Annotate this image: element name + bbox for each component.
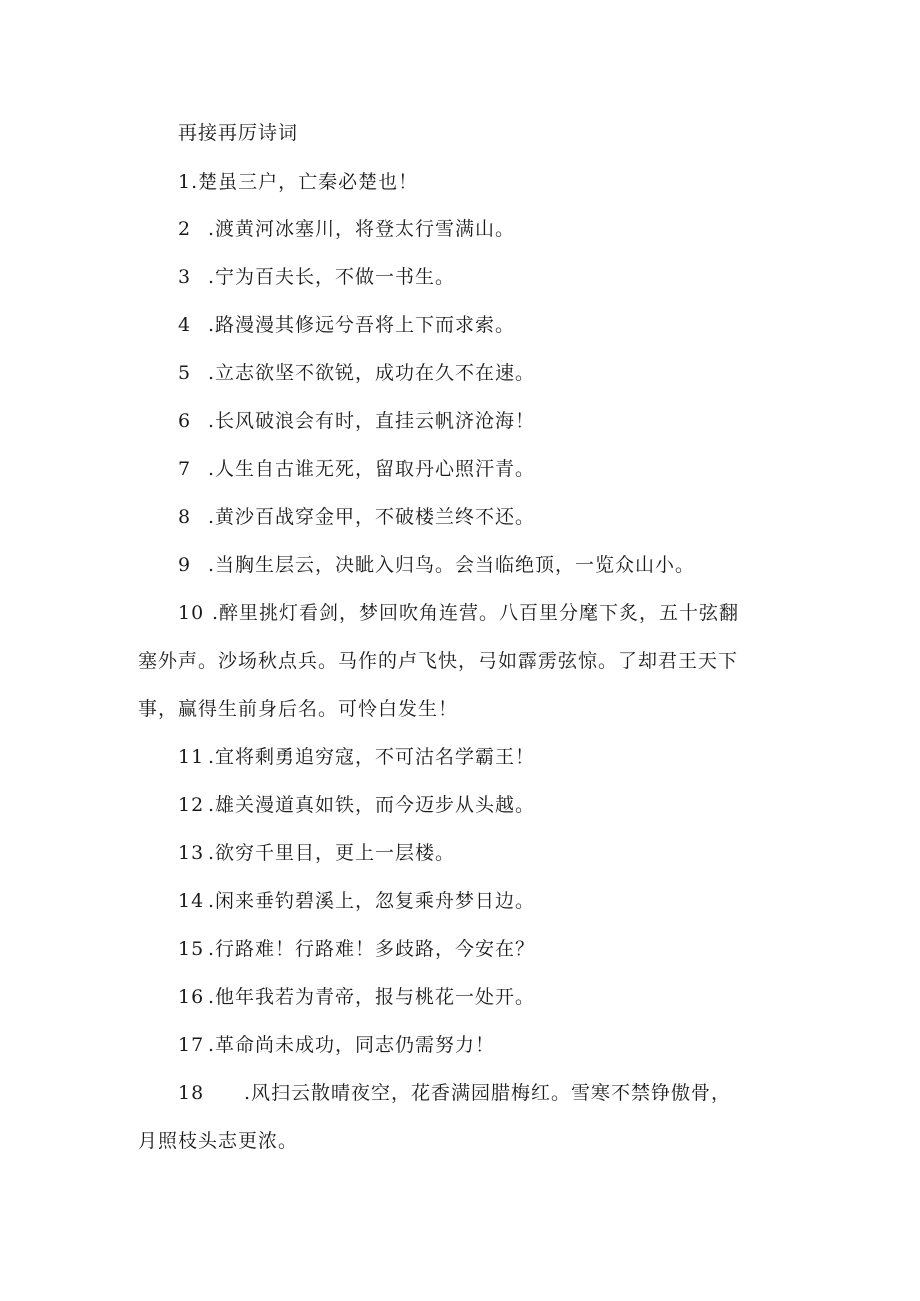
item-number: 2 [178, 218, 192, 240]
list-item [178, 793, 535, 817]
list-item [178, 409, 535, 433]
item-text: .他年我若为青帝，报与桃花一处开。 [208, 986, 536, 1008]
item-number: 14 [178, 890, 205, 912]
page-title: 再接再厉诗词 [178, 122, 299, 144]
item-number: 1. [178, 171, 199, 193]
list-item-continuation: 塞外声。沙场秋点兵。马作的卢飞快，弓如霹雳弦惊。了却君王天下 [138, 650, 739, 672]
list-item-continuation: 月照枝头志更浓。 [138, 1130, 299, 1152]
list-item [178, 937, 535, 961]
item-number: 12 [178, 794, 205, 816]
item-text: .革命尚未成功，同志仍需努力！ [208, 1034, 496, 1056]
list-item [178, 745, 535, 769]
item-number: 10 [178, 602, 205, 624]
item-text: .醉里挑灯看剑，梦回吹角连营。八百里分麾下炙，五十弦翻 [212, 602, 740, 624]
item-text: .欲穷千里目，更上一层楼。 [208, 842, 456, 864]
item-text: .长风破浪会有时，直挂云帆济沧海！ [208, 410, 536, 432]
item-number: 3 [178, 266, 192, 288]
list-item-continuation: 事，赢得生前身后名。可怜白发生！ [138, 698, 459, 720]
item-text: .当胸生层云，决眦入归鸟。会当临绝顶，一览众山小。 [208, 554, 696, 576]
item-text: .闲来垂钓碧溪上，忽复乘舟梦日边。 [208, 890, 536, 912]
item-text: .行路难！行路难！多歧路，今安在？ [208, 938, 536, 960]
list-item [178, 217, 515, 241]
item-number: 5 [178, 362, 192, 384]
list-item [178, 361, 535, 385]
item-text: .渡黄河冰塞川，将登太行雪满山。 [208, 218, 516, 240]
item-text: .风扫云散晴夜空，花香满园腊梅红。雪寒不禁铮傲骨， [244, 1082, 732, 1104]
item-number: 4 [178, 314, 192, 336]
list-item [178, 265, 455, 289]
list-item [178, 1081, 731, 1105]
item-number: 17 [178, 1034, 205, 1056]
item-text: .人生自古谁无死，留取丹心照汗青。 [208, 458, 536, 480]
item-text: 楚虽三户，亡秦必楚也！ [198, 171, 419, 193]
list-item [178, 889, 535, 913]
list-item [178, 170, 418, 194]
item-number: 6 [178, 410, 192, 432]
item-number: 13 [178, 842, 205, 864]
item-number: 7 [178, 458, 192, 480]
item-number: 16 [178, 986, 205, 1008]
item-text: .雄关漫道真如铁，而今迈步从头越。 [208, 794, 536, 816]
item-number: 11 [178, 746, 205, 768]
item-number: 8 [178, 506, 192, 528]
list-item [178, 457, 535, 481]
list-item [178, 841, 455, 865]
list-item [178, 601, 739, 625]
item-text: .宁为百夫长，不做一书生。 [208, 266, 456, 288]
list-item [178, 553, 695, 577]
item-number: 15 [178, 938, 205, 960]
item-text: .立志欲坚不欲锐，成功在久不在速。 [208, 362, 536, 384]
list-item [178, 1033, 495, 1057]
list-item [178, 505, 535, 529]
list-item [178, 313, 515, 337]
list-item [178, 985, 535, 1009]
item-text: .宜将剩勇追穷寇，不可沽名学霸王！ [208, 746, 536, 768]
item-number: 9 [178, 554, 192, 576]
item-text: .黄沙百战穿金甲，不破楼兰终不还。 [208, 506, 536, 528]
item-text: .路漫漫其修远兮吾将上下而求索。 [208, 314, 516, 336]
item-number: 18 [178, 1082, 205, 1104]
